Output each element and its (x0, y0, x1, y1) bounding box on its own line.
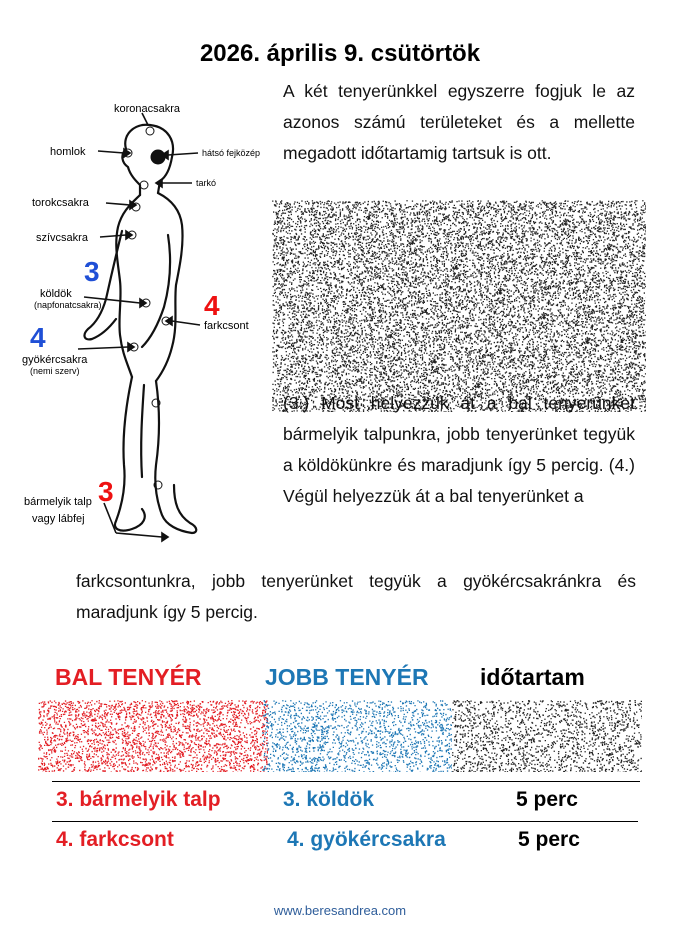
scrambled-noise-blue (262, 700, 452, 772)
scrambled-noise-black (452, 700, 642, 772)
header-right-palm: JOBB TENYÉR (265, 664, 429, 690)
body-diagram (22, 85, 274, 545)
noise-speckles (38, 700, 268, 772)
instruction-paragraph-continued (76, 566, 636, 628)
instruction-paragraph (283, 388, 635, 512)
table-row-2-left: 4. farkcsont (56, 828, 174, 851)
intro-paragraph (283, 76, 635, 169)
instruction-paragraph-text: (3.) Most helyezzük át a bal tenyerünket bármelyik talpunkra, jobb tenyerünket tegyük a köldökünkre és maradjunk így 5 percig. (4.) Végül helyezzük át a bal tenyerünket a (283, 393, 635, 506)
label-szivcsakra: szívcsakra (36, 232, 88, 244)
table-row-1-duration: 5 perc (516, 788, 578, 811)
table-row-2-duration: 5 perc (518, 828, 580, 851)
number-talp: 3 (98, 476, 114, 507)
footer-url: www.beresandrea.com (273, 903, 407, 918)
label-nemi-szerv: (nemi szerv) (30, 366, 80, 376)
label-koldok: köldök (40, 288, 72, 300)
table-row-2-right: 4. gyökércsakra (287, 828, 446, 851)
table-row-1-left: 3. bármelyik talp (56, 788, 221, 811)
header-left-palm: BAL TENYÉR (55, 664, 202, 690)
number-farkcsont: 4 (204, 290, 220, 321)
scrambled-noise-red (38, 700, 268, 772)
table-row-1-right: 3. köldök (283, 788, 375, 811)
header-duration: időtartam (480, 664, 585, 690)
label-farkcsont: farkcsont (204, 320, 249, 332)
number-gyokercsakra: 4 (30, 322, 46, 353)
noise-speckles (272, 200, 646, 412)
table-divider-top (52, 781, 640, 782)
label-koronacsakra: koronacsakra (114, 103, 181, 115)
page-title: 2026. április 9. csütörtök (199, 40, 481, 67)
label-gyokercsakra: gyökércsakra (22, 354, 88, 366)
intro-paragraph-text: A két tenyerünkkel egyszerre fogjuk le az azonos számú területeket és a mellette megadott időtartamig tartsuk is ott. (283, 81, 635, 163)
table-divider-mid (52, 821, 638, 822)
instruction-paragraph-continued-text: farkcsontunkra, jobb tenyerünket tegyük a gyökércsakránkra és maradjunk így 5 percig. (76, 571, 636, 622)
noise-speckles (452, 700, 642, 772)
scrambled-noise-area (272, 200, 646, 412)
label-vagy-labfej: vagy lábfej (32, 513, 85, 525)
noise-speckles (262, 700, 452, 772)
label-torokcsakra: torokcsakra (32, 197, 89, 209)
number-koldok: 3 (84, 256, 100, 287)
label-tarko: tarkó (196, 178, 217, 188)
label-homlok: homlok (50, 146, 86, 158)
label-napfonatcsakra: (napfonatcsakra) (34, 300, 102, 310)
body-figure-svg (22, 85, 274, 545)
label-hatso-fejkozep: hátsó fejközép (202, 148, 261, 158)
pointer-arrows (78, 113, 200, 541)
label-barmelyik-talp: bármelyik talp (24, 496, 92, 508)
